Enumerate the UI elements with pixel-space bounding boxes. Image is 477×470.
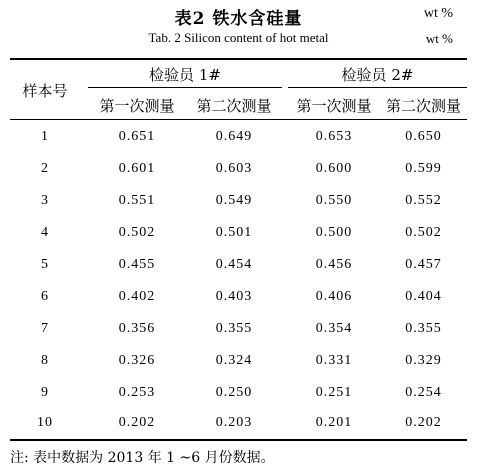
value-cell: 0.550 xyxy=(315,193,353,208)
sample-id: 2 xyxy=(41,161,49,176)
value-cell: 0.355 xyxy=(215,321,253,336)
value-cell: 0.324 xyxy=(215,353,253,368)
sample-id: 9 xyxy=(41,385,49,400)
inspector-2-header: 检验员 2# xyxy=(341,66,414,84)
value-cell: 0.454 xyxy=(215,257,253,272)
value-cell: 0.651 xyxy=(118,129,156,144)
value-cell: 0.326 xyxy=(118,353,156,368)
subheader-cell: 第一次测量 xyxy=(296,97,372,115)
value-cell: 0.551 xyxy=(118,193,156,208)
sample-id: 3 xyxy=(41,193,49,208)
value-cell: 0.502 xyxy=(118,225,156,240)
value-cell: 0.402 xyxy=(118,289,156,304)
value-cell: 0.552 xyxy=(405,193,442,208)
value-cell: 0.355 xyxy=(405,321,442,336)
sample-id: 1 xyxy=(41,129,49,144)
sample-id: 8 xyxy=(41,353,49,368)
group-rule-1 xyxy=(88,87,282,88)
sample-id: 4 xyxy=(41,225,49,240)
table-title-en: Tab. 2 Silicon content of hot metal xyxy=(148,30,329,45)
sample-number-header: 样本号 xyxy=(22,82,68,100)
value-cell: 0.457 xyxy=(405,257,442,272)
value-cell: 0.500 xyxy=(315,225,353,240)
sample-id: 7 xyxy=(41,321,49,336)
value-cell: 0.549 xyxy=(215,193,253,208)
value-cell: 0.455 xyxy=(118,257,156,272)
value-cell: 0.251 xyxy=(315,385,353,400)
value-cell: 0.600 xyxy=(315,161,353,176)
subheader-cell: 第二次测量 xyxy=(385,97,461,115)
value-cell: 0.203 xyxy=(215,415,253,430)
value-cell: 0.356 xyxy=(118,321,156,336)
value-cell: 0.254 xyxy=(405,385,442,400)
value-cell: 0.354 xyxy=(315,321,353,336)
subheader-cell: 第二次测量 xyxy=(196,97,272,115)
value-cell: 0.653 xyxy=(315,129,353,144)
value-cell: 0.403 xyxy=(215,289,253,304)
value-cell: 0.406 xyxy=(315,289,353,304)
value-cell: 0.201 xyxy=(315,415,353,430)
value-cell: 0.456 xyxy=(315,257,353,272)
unit-label-en: wt % xyxy=(425,31,453,46)
header-bottom-rule xyxy=(10,119,467,120)
value-cell: 0.502 xyxy=(405,225,442,240)
value-cell: 0.202 xyxy=(118,415,156,430)
value-cell: 0.404 xyxy=(405,289,442,304)
value-cell: 0.650 xyxy=(405,129,442,144)
value-cell: 0.603 xyxy=(215,161,253,176)
subheader-cell: 第一次测量 xyxy=(99,97,175,115)
value-cell: 0.202 xyxy=(405,415,442,430)
unit-label-cn: wt % xyxy=(423,6,453,21)
value-cell: 0.649 xyxy=(215,129,253,144)
value-cell: 0.250 xyxy=(215,385,253,400)
value-cell: 0.329 xyxy=(405,353,442,368)
sample-id: 10 xyxy=(37,415,53,430)
table-footnote: 注: 表中数据为 2013 年 1 ~6 月份数据。 xyxy=(10,450,275,466)
value-cell: 0.599 xyxy=(405,161,442,176)
sample-id: 5 xyxy=(41,257,49,272)
top-rule xyxy=(10,58,467,60)
group-rule-2 xyxy=(288,87,467,88)
bottom-rule xyxy=(10,439,467,441)
inspector-1-header: 检验员 1# xyxy=(149,66,221,84)
sample-id: 6 xyxy=(41,289,49,304)
value-cell: 0.501 xyxy=(215,225,253,240)
value-cell: 0.253 xyxy=(118,385,156,400)
value-cell: 0.601 xyxy=(118,161,156,176)
table-title-cn: 表2 铁水含硅量 xyxy=(174,9,303,29)
value-cell: 0.331 xyxy=(315,353,353,368)
